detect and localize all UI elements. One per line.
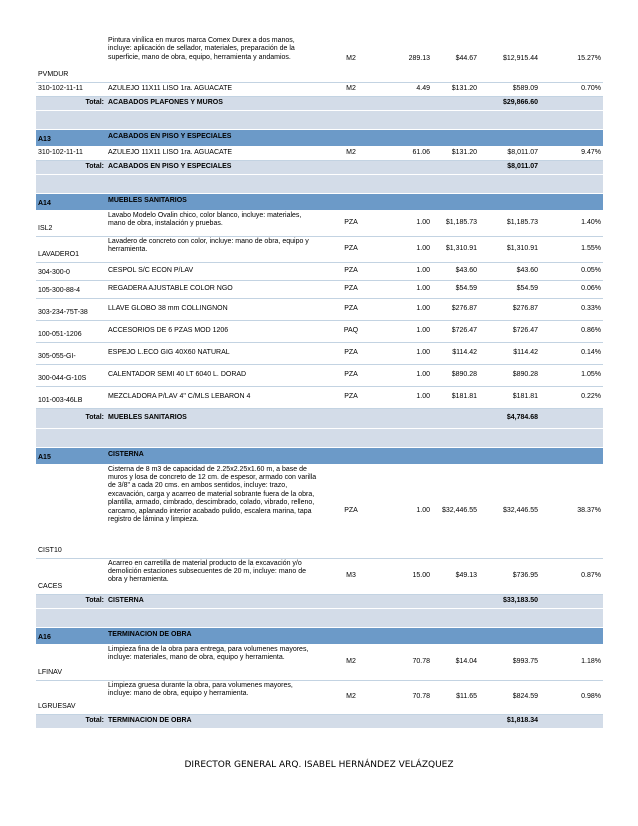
total-amount: $8,011.07 (479, 160, 540, 174)
item-code: 105-300-88-4 (36, 280, 106, 298)
section-header (36, 627, 603, 644)
item-percentage: 0.70% (540, 82, 603, 96)
item-unit-price: $114.42 (432, 342, 479, 364)
item-quantity: 70.78 (382, 680, 432, 714)
item-unit-price: $131.20 (432, 82, 479, 96)
item-unit: PZA (320, 464, 382, 558)
item-amount: $181.81 (479, 386, 540, 408)
section-code: A16 (36, 627, 106, 644)
total-amount: $33,183.50 (479, 594, 540, 608)
table-row (36, 558, 603, 594)
item-amount: $43.60 (479, 262, 540, 280)
section-title: CISTERNA (106, 447, 603, 464)
total-label: Total: (36, 714, 106, 728)
total-title: MUEBLES SANITARIOS (106, 408, 479, 428)
section-code: A15 (36, 447, 106, 464)
item-amount: $54.59 (479, 280, 540, 298)
item-description: LLAVE GLOBO 38 mm COLLINGNON (106, 298, 320, 320)
section-title: TERMINACION DE OBRA (106, 627, 603, 644)
item-unit: M2 (320, 680, 382, 714)
item-unit-price: $726.47 (432, 320, 479, 342)
item-code: 304-300-0 (36, 262, 106, 280)
item-unit: M2 (320, 82, 382, 96)
item-code: CACES (36, 558, 106, 594)
budget-table (36, 36, 603, 729)
item-quantity: 1.00 (382, 236, 432, 262)
item-code: LAVADERO1 (36, 236, 106, 262)
item-percentage: 0.86% (540, 320, 603, 342)
item-code: 303-234-75T-38 (36, 298, 106, 320)
total-blank (540, 96, 603, 110)
item-amount: $890.28 (479, 364, 540, 386)
item-quantity: 1.00 (382, 262, 432, 280)
item-description: Pintura vinílica en muros marca Comex Durex a dos manos, incluye: aplicación de sellador, materiales, preparación de la superficie, mano de obra, equipo, herramienta y andamios. (106, 36, 320, 82)
item-amount: $824.59 (479, 680, 540, 714)
section-total-row (36, 408, 603, 428)
table-row (36, 280, 603, 298)
footer-signature: DIRECTOR GENERAL ARQ. ISABEL HERNÁNDEZ VELÁZQUEZ (184, 760, 454, 770)
item-percentage: 38.37% (540, 464, 603, 558)
table-row (36, 320, 603, 342)
spacer-cell (36, 110, 603, 129)
table-row (36, 298, 603, 320)
spacer-cell (36, 608, 603, 627)
item-unit: M3 (320, 558, 382, 594)
item-percentage: 1.05% (540, 364, 603, 386)
item-quantity: 1.00 (382, 298, 432, 320)
item-unit-price: $44.67 (432, 36, 479, 82)
item-description: Lavabo Modelo Ovalin chico, color blanco, incluye: materiales, mano de obra, instalación y pruebas. (106, 210, 320, 236)
item-amount: $12,915.44 (479, 36, 540, 82)
item-unit-price: $131.20 (432, 146, 479, 160)
total-title: ACABADOS PLAFONES Y MUROS (106, 96, 479, 110)
item-unit-price: $32,446.55 (432, 464, 479, 558)
item-unit-price: $54.59 (432, 280, 479, 298)
item-description: CESPOL S/C ECON P/LAV (106, 262, 320, 280)
item-code: PVMDUR (36, 36, 106, 82)
spacer-cell (36, 174, 603, 193)
item-quantity: 1.00 (382, 464, 432, 558)
section-code: A13 (36, 129, 106, 146)
item-quantity: 1.00 (382, 280, 432, 298)
item-unit: PAQ (320, 320, 382, 342)
item-amount: $993.75 (479, 644, 540, 680)
total-label: Total: (36, 408, 106, 428)
table-row (36, 210, 603, 236)
section-header (36, 193, 603, 210)
section-spacer (36, 428, 603, 447)
table-row (36, 464, 603, 558)
item-code: ISL2 (36, 210, 106, 236)
item-percentage: 0.22% (540, 386, 603, 408)
item-percentage: 1.40% (540, 210, 603, 236)
table-row (36, 262, 603, 280)
total-amount: $4,784.68 (479, 408, 540, 428)
total-title: CISTERNA (106, 594, 479, 608)
total-blank (540, 714, 603, 728)
section-total-row (36, 594, 603, 608)
section-total-row (36, 160, 603, 174)
item-amount: $276.87 (479, 298, 540, 320)
item-quantity: 1.00 (382, 210, 432, 236)
total-label: Total: (36, 96, 106, 110)
item-amount: $114.42 (479, 342, 540, 364)
budget-table-body (36, 36, 603, 728)
total-label: Total: (36, 160, 106, 174)
total-label: Total: (36, 594, 106, 608)
table-row (36, 364, 603, 386)
item-unit: PZA (320, 364, 382, 386)
item-description: Acarreo en carretilla de material producto de la excavación y/o demolición estaciones subsecuentes de 20 m, incluye: mano de obra y herramienta. (106, 558, 320, 594)
item-unit-price: $181.81 (432, 386, 479, 408)
budget-sheet (36, 36, 603, 729)
item-amount: $1,185.73 (479, 210, 540, 236)
section-total-row (36, 714, 603, 728)
section-header (36, 447, 603, 464)
item-code: 300-044-G-10S (36, 364, 106, 386)
item-amount: $726.47 (479, 320, 540, 342)
item-unit-price: $49.13 (432, 558, 479, 594)
table-row (36, 342, 603, 364)
table-row (36, 680, 603, 714)
item-unit-price: $276.87 (432, 298, 479, 320)
item-quantity: 289.13 (382, 36, 432, 82)
item-amount: $1,310.91 (479, 236, 540, 262)
total-blank (540, 160, 603, 174)
item-quantity: 1.00 (382, 342, 432, 364)
section-code: A14 (36, 193, 106, 210)
item-code: LFINAV (36, 644, 106, 680)
table-row (36, 82, 603, 96)
item-description: ESPEJO L.ECO GIG 40X60 NATURAL (106, 342, 320, 364)
item-unit: PZA (320, 342, 382, 364)
item-description: AZULEJO 11X11 LISO 1ra. AGUACATE (106, 146, 320, 160)
item-percentage: 0.06% (540, 280, 603, 298)
item-unit: M2 (320, 36, 382, 82)
item-quantity: 1.00 (382, 386, 432, 408)
item-amount: $8,011.07 (479, 146, 540, 160)
item-unit: M2 (320, 146, 382, 160)
section-total-row (36, 96, 603, 110)
spacer-cell (36, 428, 603, 447)
item-percentage: 0.98% (540, 680, 603, 714)
item-description: Limpieza gruesa durante la obra, para volumenes mayores, incluye: mano de obra, equipo y herramienta. (106, 680, 320, 714)
section-header (36, 129, 603, 146)
table-row (36, 36, 603, 82)
item-amount: $589.09 (479, 82, 540, 96)
total-title: TERMINACION DE OBRA (106, 714, 479, 728)
item-unit: PZA (320, 298, 382, 320)
item-description: MEZCLADORA P/LAV 4" C/MLS LEBARON 4 (106, 386, 320, 408)
section-spacer (36, 110, 603, 129)
item-code: 310-102-11-11 (36, 82, 106, 96)
section-spacer (36, 608, 603, 627)
item-code: 310-102-11-11 (36, 146, 106, 160)
section-spacer (36, 174, 603, 193)
item-code: LGRUESAV (36, 680, 106, 714)
item-quantity: 1.00 (382, 364, 432, 386)
item-unit-price: $1,185.73 (432, 210, 479, 236)
item-unit-price: $1,310.91 (432, 236, 479, 262)
item-unit-price: $43.60 (432, 262, 479, 280)
item-unit: PZA (320, 210, 382, 236)
item-quantity: 61.06 (382, 146, 432, 160)
item-quantity: 70.78 (382, 644, 432, 680)
item-description: Cisterna de 8 m3 de capacidad de 2.25x2.25x1.60 m, a base de muros y losa de concreto de 12 cm. de espesor, armado con varilla de 3/8" a cada 20 cms. en ambos sentidos, incluye: trazo, excavación, carga y acarreo de material sobrante fuera de la obra, plantilla, armado, cimbrado, descimbrado, colado, vibrado, relleno, carcamo, aplanado interior acabado pulido, escalera marina, tapa registro de lámina y limpieza. (106, 464, 320, 558)
item-unit-price: $14.04 (432, 644, 479, 680)
item-description: Limpieza fina de la obra para entrega, para volumenes mayores, incluye: materiales, mano de obra, equipo y herramienta. (106, 644, 320, 680)
item-code: 305-055-GI- (36, 342, 106, 364)
section-title: ACABADOS EN PISO Y ESPECIALES (106, 129, 603, 146)
item-percentage: 9.47% (540, 146, 603, 160)
table-row (36, 146, 603, 160)
item-description: AZULEJO 11X11 LISO 1ra. AGUACATE (106, 82, 320, 96)
total-amount: $1,818.34 (479, 714, 540, 728)
item-quantity: 4.49 (382, 82, 432, 96)
item-unit: M2 (320, 644, 382, 680)
table-row (36, 386, 603, 408)
item-code: 100-051-1206 (36, 320, 106, 342)
item-description: ACCESORIOS DE 6 PZAS MOD 1206 (106, 320, 320, 342)
item-percentage: 0.33% (540, 298, 603, 320)
item-unit: PZA (320, 386, 382, 408)
total-blank (540, 408, 603, 428)
total-title: ACABADOS EN PISO Y ESPECIALES (106, 160, 479, 174)
item-description: Lavadero de concreto con color, incluye: mano de obra, equipo y herramienta. (106, 236, 320, 262)
item-percentage: 0.14% (540, 342, 603, 364)
item-unit-price: $890.28 (432, 364, 479, 386)
item-percentage: 1.55% (540, 236, 603, 262)
item-quantity: 1.00 (382, 320, 432, 342)
item-code: CIST10 (36, 464, 106, 558)
item-percentage: 1.18% (540, 644, 603, 680)
section-title: MUEBLES SANITARIOS (106, 193, 603, 210)
table-row (36, 644, 603, 680)
item-unit: PZA (320, 280, 382, 298)
item-unit: PZA (320, 236, 382, 262)
item-percentage: 0.87% (540, 558, 603, 594)
item-description: CALENTADOR SEMI 40 LT 6040 L. DORAD (106, 364, 320, 386)
item-amount: $32,446.55 (479, 464, 540, 558)
item-description: REGADERA AJUSTABLE COLOR NGO (106, 280, 320, 298)
total-blank (540, 594, 603, 608)
total-amount: $29,866.60 (479, 96, 540, 110)
item-unit: PZA (320, 262, 382, 280)
table-row (36, 236, 603, 262)
item-amount: $736.95 (479, 558, 540, 594)
item-code: 101-003-46LB (36, 386, 106, 408)
item-percentage: 0.05% (540, 262, 603, 280)
item-quantity: 15.00 (382, 558, 432, 594)
item-percentage: 15.27% (540, 36, 603, 82)
item-unit-price: $11.65 (432, 680, 479, 714)
